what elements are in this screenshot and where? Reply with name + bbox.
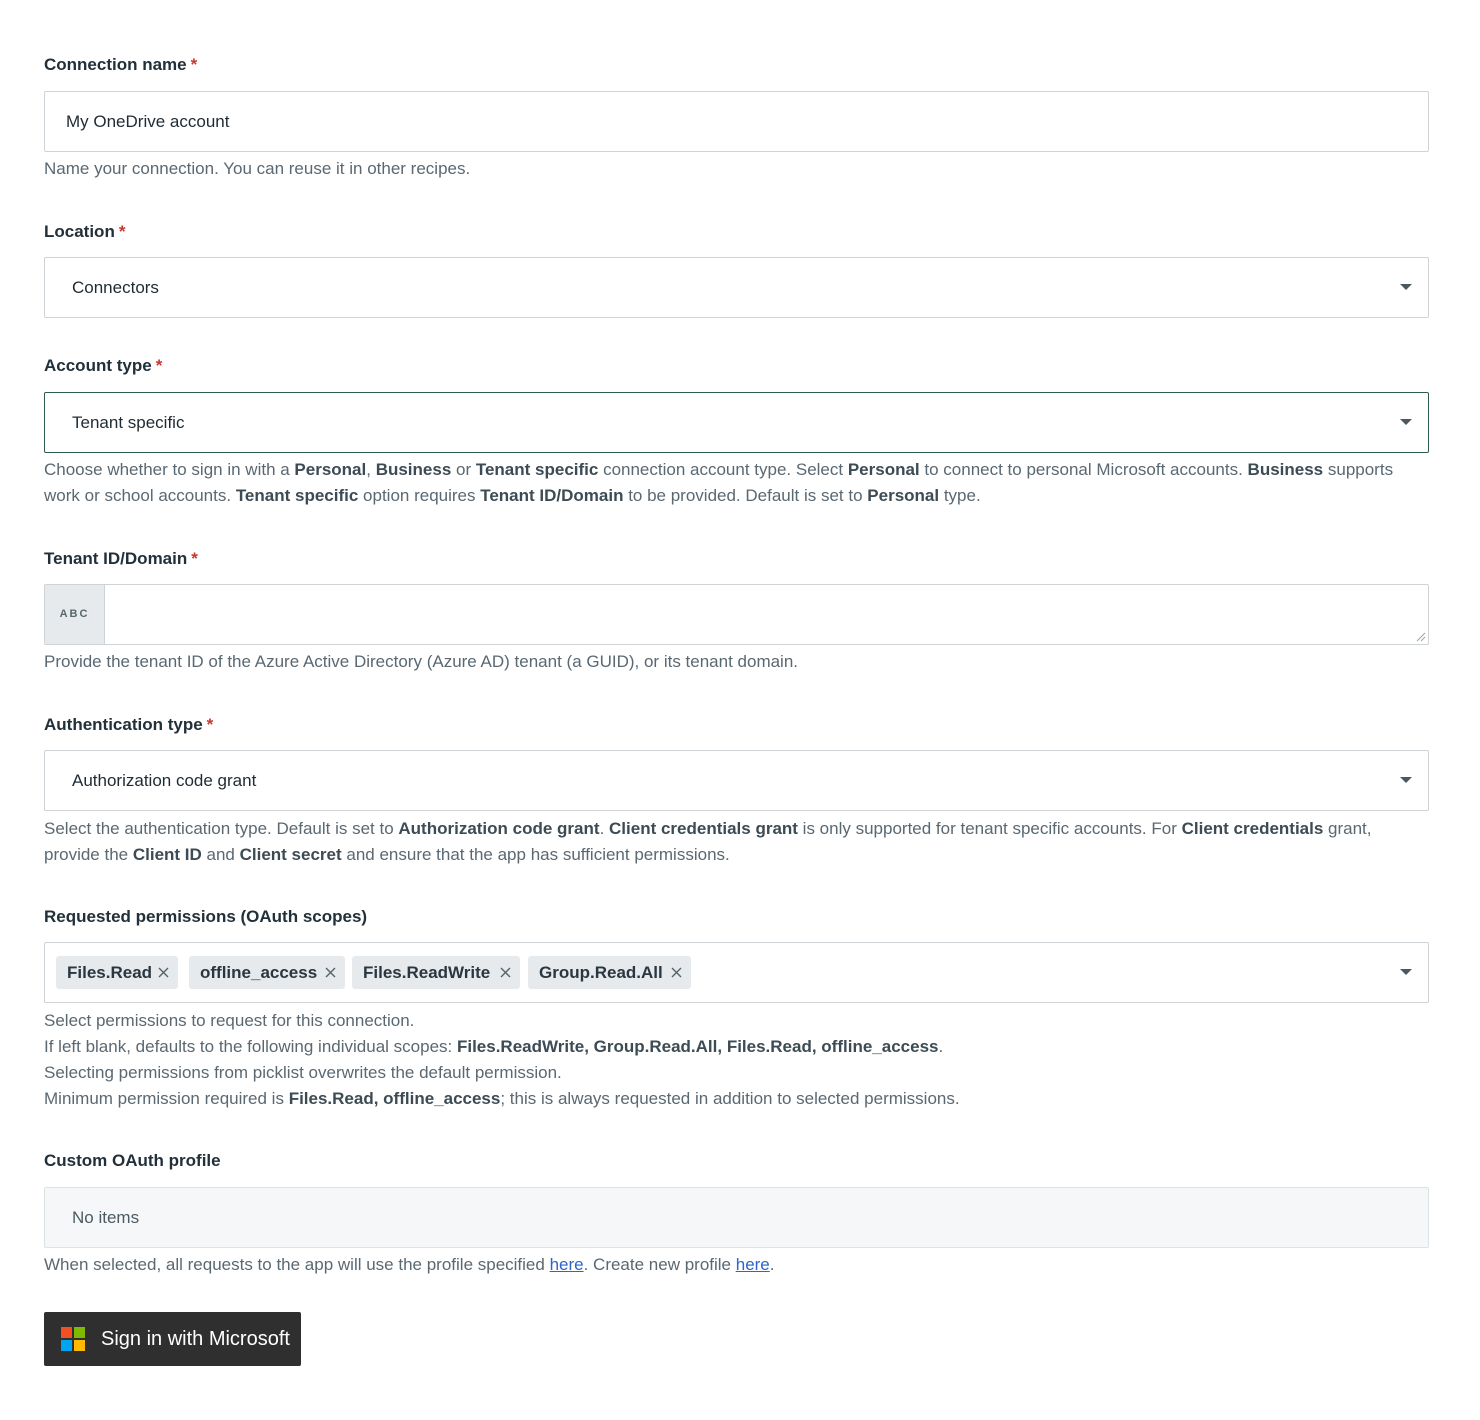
auth-type-hint: Select the authentication type. Default is set to Authorization code grant. Client credentials grant is only supported for tenant specific accounts. For Client credentials grant, provide the Client ID and Client secret and ensure that the app has sufficient permissions. <box>44 819 1372 864</box>
chip-label: offline_access <box>200 963 318 982</box>
sign-in-microsoft-button[interactable] <box>44 1312 301 1366</box>
permissions-hint-line: Minimum permission required is Files.Read, offline_access; this is always requested in addition to selected permissions. <box>44 1089 960 1108</box>
location-label: Location * <box>44 222 126 241</box>
chevron-down-icon[interactable] <box>1400 284 1412 290</box>
resize-handle-icon[interactable] <box>1416 632 1426 642</box>
permissions-label: Requested permissions (OAuth scopes) <box>44 907 368 926</box>
microsoft-logo-icon <box>61 1327 85 1351</box>
create-profile-link[interactable]: here <box>735 1255 770 1274</box>
text-type-badge: ABC <box>45 585 105 644</box>
remove-chip-icon[interactable] <box>325 967 336 978</box>
connection-name-label: Connection name * <box>44 55 198 74</box>
sign-in-label: Sign in with Microsoft <box>101 1328 290 1350</box>
tenant-hint: Provide the tenant ID of the Azure Active Directory (Azure AD) tenant (a GUID), or its tenant domain. <box>44 652 799 671</box>
account-type-label: Account type * <box>44 356 163 375</box>
location-select[interactable] <box>44 257 1429 318</box>
permissions-hint-line: Select permissions to request for this connection. <box>44 1011 415 1030</box>
permission-chip <box>189 956 345 989</box>
auth-type-value: Authorization code grant <box>72 771 257 790</box>
permission-chip <box>352 956 520 989</box>
location-value: Connectors <box>72 278 159 297</box>
oauth-profile-select[interactable] <box>44 1187 1429 1248</box>
chip-label: Group.Read.All <box>539 963 663 982</box>
permissions-hint-line: Selecting permissions from picklist overwrites the default permission. <box>44 1063 562 1082</box>
chevron-down-icon[interactable] <box>1400 777 1412 783</box>
permissions-multiselect[interactable] <box>44 942 1429 1003</box>
remove-chip-icon[interactable] <box>500 967 511 978</box>
required-marker: * <box>191 549 198 568</box>
required-marker: * <box>190 55 198 74</box>
required-marker: * <box>206 715 214 734</box>
oauth-profile-label: Custom OAuth profile <box>44 1151 221 1170</box>
permission-chip <box>528 956 691 989</box>
required-marker: * <box>118 222 126 241</box>
oauth-profile-hint: When selected, all requests to the app will use the profile specified here. Create new profile here. <box>44 1255 775 1274</box>
remove-chip-icon[interactable] <box>158 967 169 978</box>
permissions-hint <box>44 1008 1429 1112</box>
permissions-hint-line: If left blank, defaults to the following individual scopes: Files.ReadWrite, Group.Read.All, Files.Read, offline_access. <box>44 1037 944 1056</box>
chip-label: Files.Read <box>67 963 153 982</box>
account-type-select[interactable] <box>44 392 1429 453</box>
remove-chip-icon[interactable] <box>671 967 682 978</box>
account-type-hint: Choose whether to sign in with a Personal, Business or Tenant specific connection account type. Select Personal to connect to personal Microsoft accounts. Business supports work or school accounts. Tenant specific option requires Tenant ID/Domain to be provided. Default is set to Personal type. <box>44 460 1394 505</box>
auth-type-label: Authentication type * <box>44 715 214 734</box>
profile-link[interactable]: here <box>549 1255 584 1274</box>
connection-name-value[interactable]: My OneDrive account <box>66 112 230 131</box>
chip-label: Files.ReadWrite <box>363 963 491 982</box>
account-type-value: Tenant specific <box>72 413 185 432</box>
tenant-label: Tenant ID/Domain * <box>44 549 198 568</box>
chevron-down-icon[interactable] <box>1400 419 1412 425</box>
connection-name-input[interactable] <box>44 91 1429 152</box>
connection-name-hint: Name your connection. You can reuse it in other recipes. <box>44 159 471 178</box>
required-marker: * <box>155 356 163 375</box>
chevron-down-icon[interactable] <box>1400 969 1412 975</box>
auth-type-select[interactable] <box>44 750 1429 811</box>
oauth-profile-value: No items <box>72 1208 140 1227</box>
tenant-input[interactable] <box>44 584 1429 645</box>
permission-chip <box>56 956 178 989</box>
